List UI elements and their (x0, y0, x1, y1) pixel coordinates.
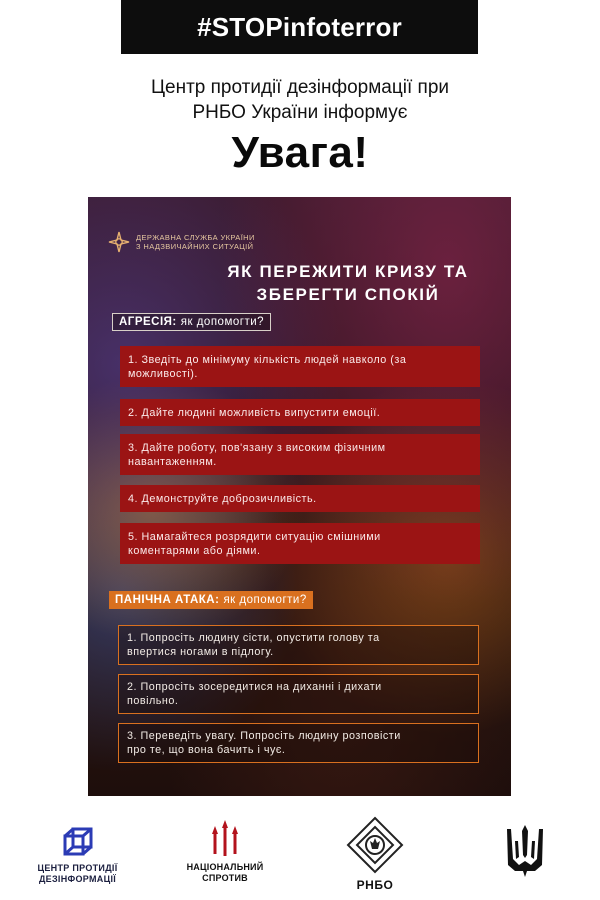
aggression-item-5 (120, 523, 480, 564)
panic-item-1-line-2: впертися ногами в підлогу. (127, 646, 274, 658)
panic-item-3-line-1: 3. Переведіть увагу. Попросіть людину розповісти (127, 730, 401, 742)
dsns-line-2: З НАДЗВИЧАЙНИХ СИТУАЦІЙ (136, 242, 254, 251)
tryzub-icon (505, 825, 545, 879)
aggression-item-5-line-1: 5. Намагайтеся розрядити ситуацію смішними (128, 530, 381, 543)
panic-item-2 (118, 674, 479, 714)
cpd-logo (30, 827, 125, 885)
poster-title-line-1: ЯК ПЕРЕЖИТИ КРИЗУ ТА (227, 262, 469, 281)
panic-label-rest: як допомогти? (223, 594, 307, 606)
hashtag-banner (121, 0, 478, 54)
panic-label-bold: ПАНІЧНА АТАКА: (115, 594, 220, 606)
panic-item-1-line-1: 1. Попросіть людину сісти, опустити голову та (127, 632, 380, 644)
dsns-line-1: ДЕРЖАВНА СЛУЖБА УКРАЇНИ (136, 233, 255, 242)
rnbo-label: РНБО (356, 878, 394, 892)
dsns-emblem-icon (108, 231, 130, 253)
page-headline: Увага! (231, 128, 369, 177)
arrows-emblem-icon (211, 820, 239, 858)
aggression-item-4 (120, 485, 480, 512)
partner-logos (0, 815, 600, 900)
dsns-logo (108, 231, 255, 253)
infographic-poster (88, 197, 511, 796)
intro-text (0, 75, 600, 125)
aggression-item-2 (120, 399, 480, 426)
ns-line-1: НАЦІОНАЛЬНИЙ (186, 862, 264, 872)
aggression-item-3-line-2: навантаженням. (128, 455, 217, 468)
aggression-section-label (112, 313, 271, 331)
hashtag-text: #STOPinfoterror (197, 11, 402, 42)
poster-title (198, 260, 498, 306)
aggression-item-2-line-1: 2. Дайте людині можливість випустити емоції. (128, 406, 381, 419)
intro-line-1: Центр протидії дезінформації при (150, 77, 450, 98)
panic-item-3-line-2: про те, що вона бачить і чує. (127, 744, 286, 756)
aggression-item-5-line-2: коментарями або діями. (128, 544, 261, 557)
aggression-label-rest: як допомогти? (180, 316, 265, 328)
aggression-item-4-line-1: 4. Демонструйте доброзичливість. (128, 492, 317, 505)
aggression-item-3 (120, 434, 480, 475)
rnbo-logo (340, 815, 410, 892)
panic-item-2-line-2: повільно. (127, 695, 179, 707)
aggression-item-1-line-1: 1. Зведіть до мінімуму кількість людей навколо (за (128, 353, 407, 366)
ns-line-2: СПРОТИВ (202, 873, 248, 883)
national-resistance-logo (180, 820, 270, 884)
cpd-cube-icon (63, 827, 93, 857)
cpd-line-1: ЦЕНТР ПРОТИДІЇ (37, 863, 118, 873)
aggression-item-1-line-2: можливості). (128, 367, 198, 380)
panic-item-3 (118, 723, 479, 763)
tryzub-logo (505, 825, 545, 884)
cpd-line-2: ДЕЗІНФОРМАЦІЇ (38, 874, 117, 884)
panic-item-2-line-1: 2. Попросіть зосередитися на диханні і дихати (127, 681, 382, 693)
poster-title-line-2: ЗБЕРЕГТИ СПОКІЙ (256, 285, 440, 304)
rnbo-emblem-icon (345, 815, 405, 875)
aggression-item-1 (120, 346, 480, 387)
intro-line-2: РНБО України інформує (192, 102, 408, 123)
aggression-label-bold: АГРЕСІЯ: (119, 316, 177, 328)
aggression-item-3-line-1: 3. Дайте роботу, пов'язану з високим фізичним (128, 441, 386, 454)
panic-section-label (109, 591, 313, 609)
panic-item-1 (118, 625, 479, 665)
